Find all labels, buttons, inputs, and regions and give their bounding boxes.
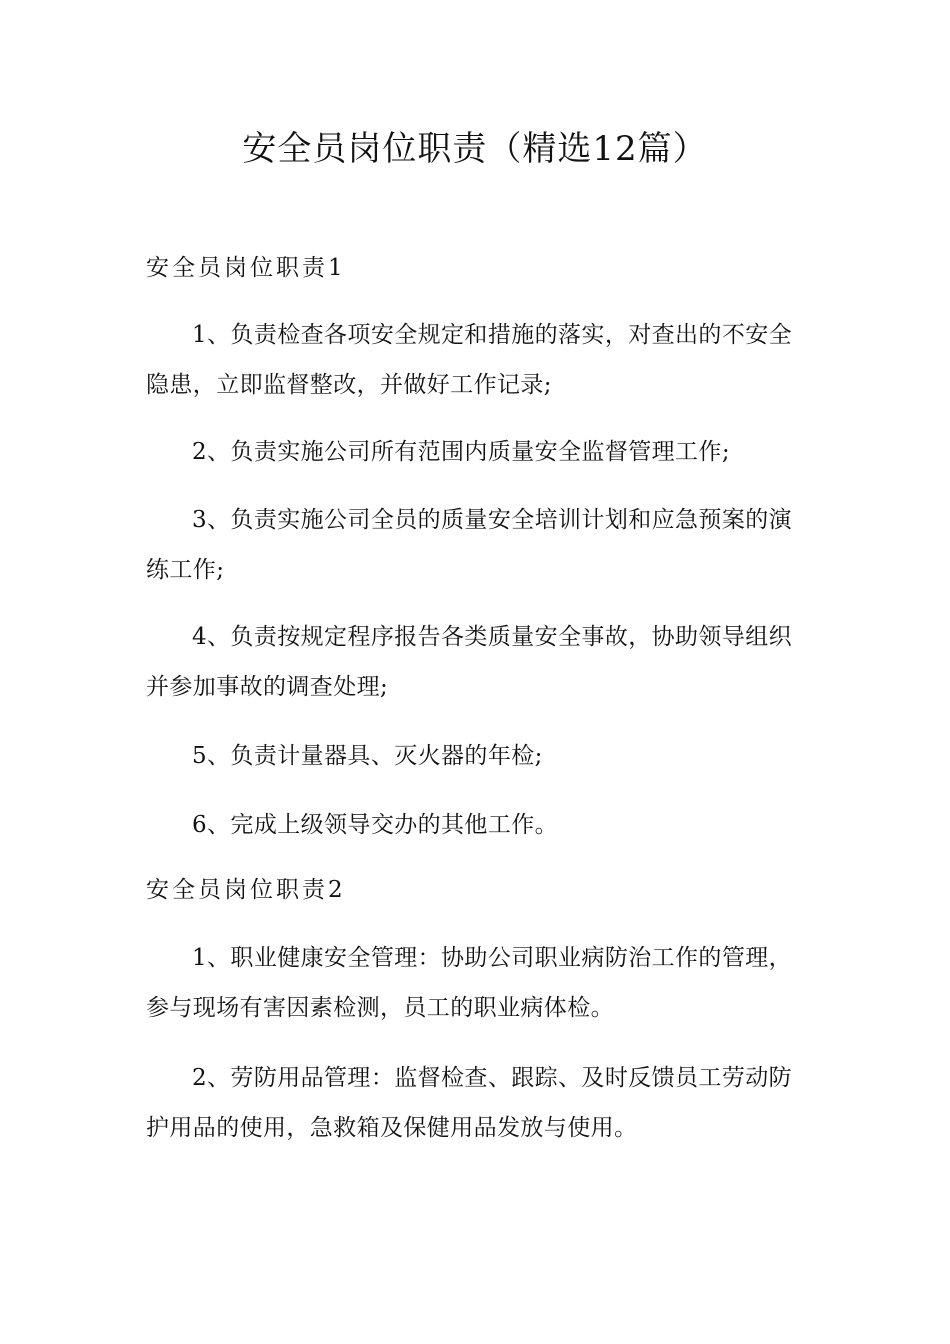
page-title: 安全员岗位职责（精选12篇） bbox=[242, 129, 708, 169]
paragraph-1-6: 6、完成上级领导交办的其他工作。 bbox=[192, 812, 559, 838]
paragraph-1-5: 5、负责计量器具、灭火器的年检; bbox=[192, 743, 543, 769]
paragraph-1-3: 3、负责实施公司全员的质量安全培训计划和应急预案的演练工作; bbox=[146, 507, 793, 583]
paragraph-1-2: 2、负责实施公司所有范围内质量安全监督管理工作; bbox=[192, 439, 730, 465]
paragraph-2-2: 2、劳防用品管理：监督检查、跟踪、及时反馈员工劳动防护用品的使用，急救箱及保健用品发放与使用。 bbox=[146, 1065, 793, 1141]
section-heading-2: 安全员岗位职责2 bbox=[146, 877, 346, 903]
paragraph-1-4: 4、负责按规定程序报告各类质量安全事故，协助领导组织并参加事故的调查处理; bbox=[146, 624, 793, 700]
section-heading-1: 安全员岗位职责1 bbox=[146, 255, 346, 281]
paragraph-2-1: 1、职业健康安全管理：协助公司职业病防治工作的管理，参与现场有害因素检测，员工的职业病体检。 bbox=[146, 945, 793, 1021]
paragraph-1-1: 1、负责检查各项安全规定和措施的落实，对查出的不安全隐患，立即监督整改，并做好工作记录; bbox=[146, 322, 793, 398]
